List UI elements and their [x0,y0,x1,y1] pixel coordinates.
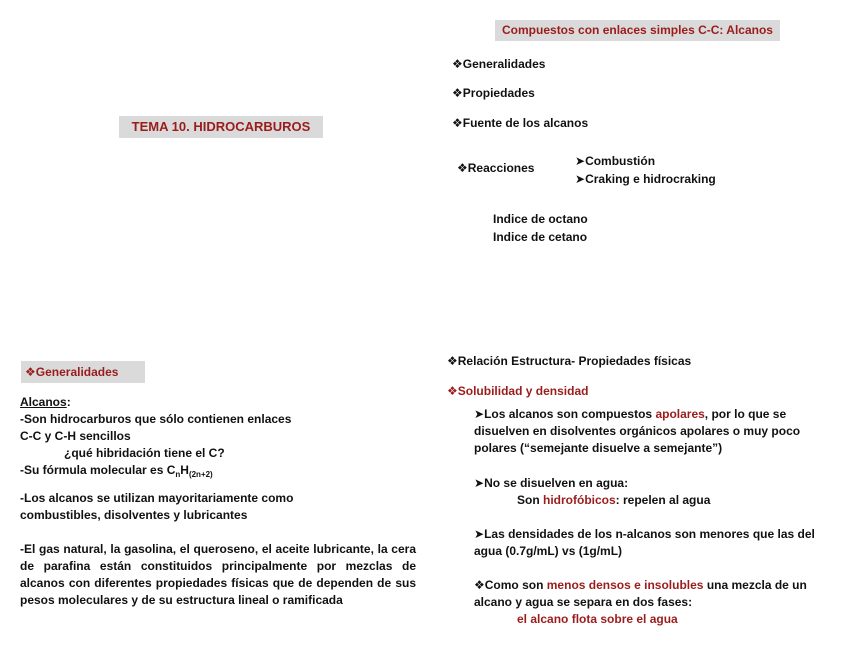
apolar-highlight: apolares [655,407,705,421]
diamond-bullet-icon: ❖ [25,365,36,379]
phases-pre: Como son [484,578,547,592]
hydrophobic-highlight: hidrofóbicos [543,493,616,507]
relation-heading [447,354,691,368]
alcanos-heading [20,394,71,411]
phases-post: una mezcla de un alcano y agua se separa en dos fases: [474,578,807,609]
arrow-bullet-icon: ➤ [474,407,485,421]
relation-heading-label: Relación Estructura- Propiedades físicas [457,354,692,368]
water-text: No se disuelven en agua: [484,476,629,490]
arrow-bullet-icon: ➤ [474,527,485,541]
uses-paragraph: -Los alcanos se utilizan mayoritariamente como combustibles, disolventes y lubricantes [20,491,294,522]
formula-subscript: (2n+2) [188,470,213,479]
arrow-bullet-icon: ➤ [575,172,586,186]
menu-item-label: Generalidades [462,57,546,71]
density-text: Las densidades de los n-alcanos son menores que las del agua (0.7g/mL) vs (1g/mL) [474,527,815,558]
reaction-craking [575,172,716,186]
hydrophobic-pre: Son [517,493,543,507]
density-paragraph [474,526,824,560]
indice-cetano: Indice de cetano [493,230,588,244]
apolar-paragraph [474,406,824,457]
reaction-label: Combustión [585,154,656,168]
solubility-heading-label: Solubilidad y densidad [457,384,589,398]
formula-line [20,462,213,483]
menu-item-propiedades [452,86,535,100]
formula-text: -Su fórmula molecular es C [20,463,176,477]
menu-item-fuente [452,116,588,130]
diamond-bullet-icon: ❖ [452,86,463,100]
water-line [474,475,628,492]
diamond-bullet-icon: ❖ [452,116,463,130]
formula-subscript-n: n [175,470,181,479]
phases-paragraph [474,577,824,611]
hybridization-question: ¿qué hibridación tiene el C? [64,446,225,460]
diamond-bullet-icon: ❖ [474,578,485,592]
paraffin-paragraph: -El gas natural, la gasolina, el queroseno, el aceite lubricante, la cera de parafina están constituidos principalmente por mezclas de alcanos con diferentes propiedades físicas que de dependen de sus pesos moleculares y de su estructura lineal o ramificada [20,542,416,607]
phases-highlight: menos densos e insolubles [546,578,704,592]
hydrophobic-line [517,492,710,509]
reaction-combustion [575,154,655,168]
reaction-label: Craking e hidrocraking [585,172,716,186]
diamond-bullet-icon: ❖ [457,161,468,175]
menu-item-label: Reacciones [467,161,535,175]
menu-item-generalidades [452,57,545,71]
alcanos-label: Alcanos [20,395,67,409]
apolar-text: Los alcanos son compuestos [484,407,656,421]
slide1-title: TEMA 10. HIDROCARBUROS [119,116,323,138]
apolar-text-post: , por lo que se disuelven en disolventes orgánicos apolares o muy poco polares (“semejante disuelve a semejante”) [474,407,801,455]
alcanos-line1: -Son hidrocarburos que sólo contienen enlaces [20,412,292,426]
arrow-bullet-icon: ➤ [474,476,485,490]
hydrophobic-post: : repelen al agua [615,493,711,507]
diamond-bullet-icon: ❖ [447,354,458,368]
formula-h: H [180,463,189,477]
diamond-bullet-icon: ❖ [452,57,463,71]
indice-octano: Indice de octano [493,212,588,226]
menu-item-label: Propiedades [462,86,535,100]
slide2-title-label: Generalidades [35,365,119,379]
arrow-bullet-icon: ➤ [575,154,586,168]
alcanos-line2: C-C y C-H sencillos [20,429,131,443]
diamond-bullet-icon: ❖ [447,384,458,398]
solubility-heading [447,384,588,398]
menu-item-reacciones [457,161,534,175]
alcanos-colon: : [66,395,71,409]
menu-item-label: Fuente de los alcanos [462,116,589,130]
floats-line: el alcano flota sobre el agua [517,612,678,626]
slide1-header: Compuestos con enlaces simples C-C: Alcanos [495,20,780,41]
slide2-title [21,361,145,383]
